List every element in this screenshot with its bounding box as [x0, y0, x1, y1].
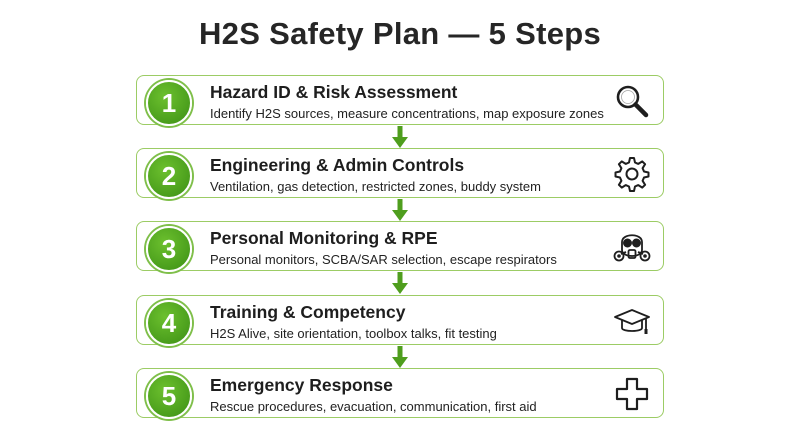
step-title: Engineering & Admin Controls — [210, 155, 465, 175]
magnifier-icon — [613, 82, 651, 120]
down-arrow-icon — [392, 199, 408, 221]
step-card-4 — [136, 295, 664, 345]
down-arrow-icon — [392, 126, 408, 148]
step-description: Rescue procedures, evacuation, communication, first aid — [210, 399, 537, 414]
page-title: H2S Safety Plan — 5 Steps — [198, 16, 602, 51]
down-arrow-icon — [392, 346, 408, 368]
step-title: Training & Competency — [210, 302, 406, 322]
step-number-badge: 2 — [146, 153, 192, 199]
down-arrow-icon — [392, 272, 408, 294]
gear-icon — [613, 155, 651, 193]
step-number-badge: 4 — [146, 300, 192, 346]
step-description: Personal monitors, SCBA/SAR selection, escape respirators — [210, 252, 557, 267]
step-card-3 — [136, 221, 664, 271]
step-number-badge: 5 — [146, 373, 192, 419]
step-description: Ventilation, gas detection, restricted zones, buddy system — [210, 179, 541, 194]
step-description: Identify H2S sources, measure concentrations, map exposure zones — [210, 106, 604, 121]
gas-mask-icon — [613, 228, 651, 266]
graduation-cap-icon — [613, 302, 651, 340]
step-description: H2S Alive, site orientation, toolbox talks, fit testing — [210, 326, 497, 341]
step-title: Personal Monitoring & RPE — [210, 228, 438, 248]
step-title: Hazard ID & Risk Assessment — [210, 82, 458, 102]
step-number-badge: 1 — [146, 80, 192, 126]
step-card-2 — [136, 148, 664, 198]
step-number-badge: 3 — [146, 226, 192, 272]
step-card-5 — [136, 368, 664, 418]
step-title: Emergency Response — [210, 375, 393, 395]
first-aid-cross-icon — [613, 375, 651, 413]
step-card-1 — [136, 75, 664, 125]
